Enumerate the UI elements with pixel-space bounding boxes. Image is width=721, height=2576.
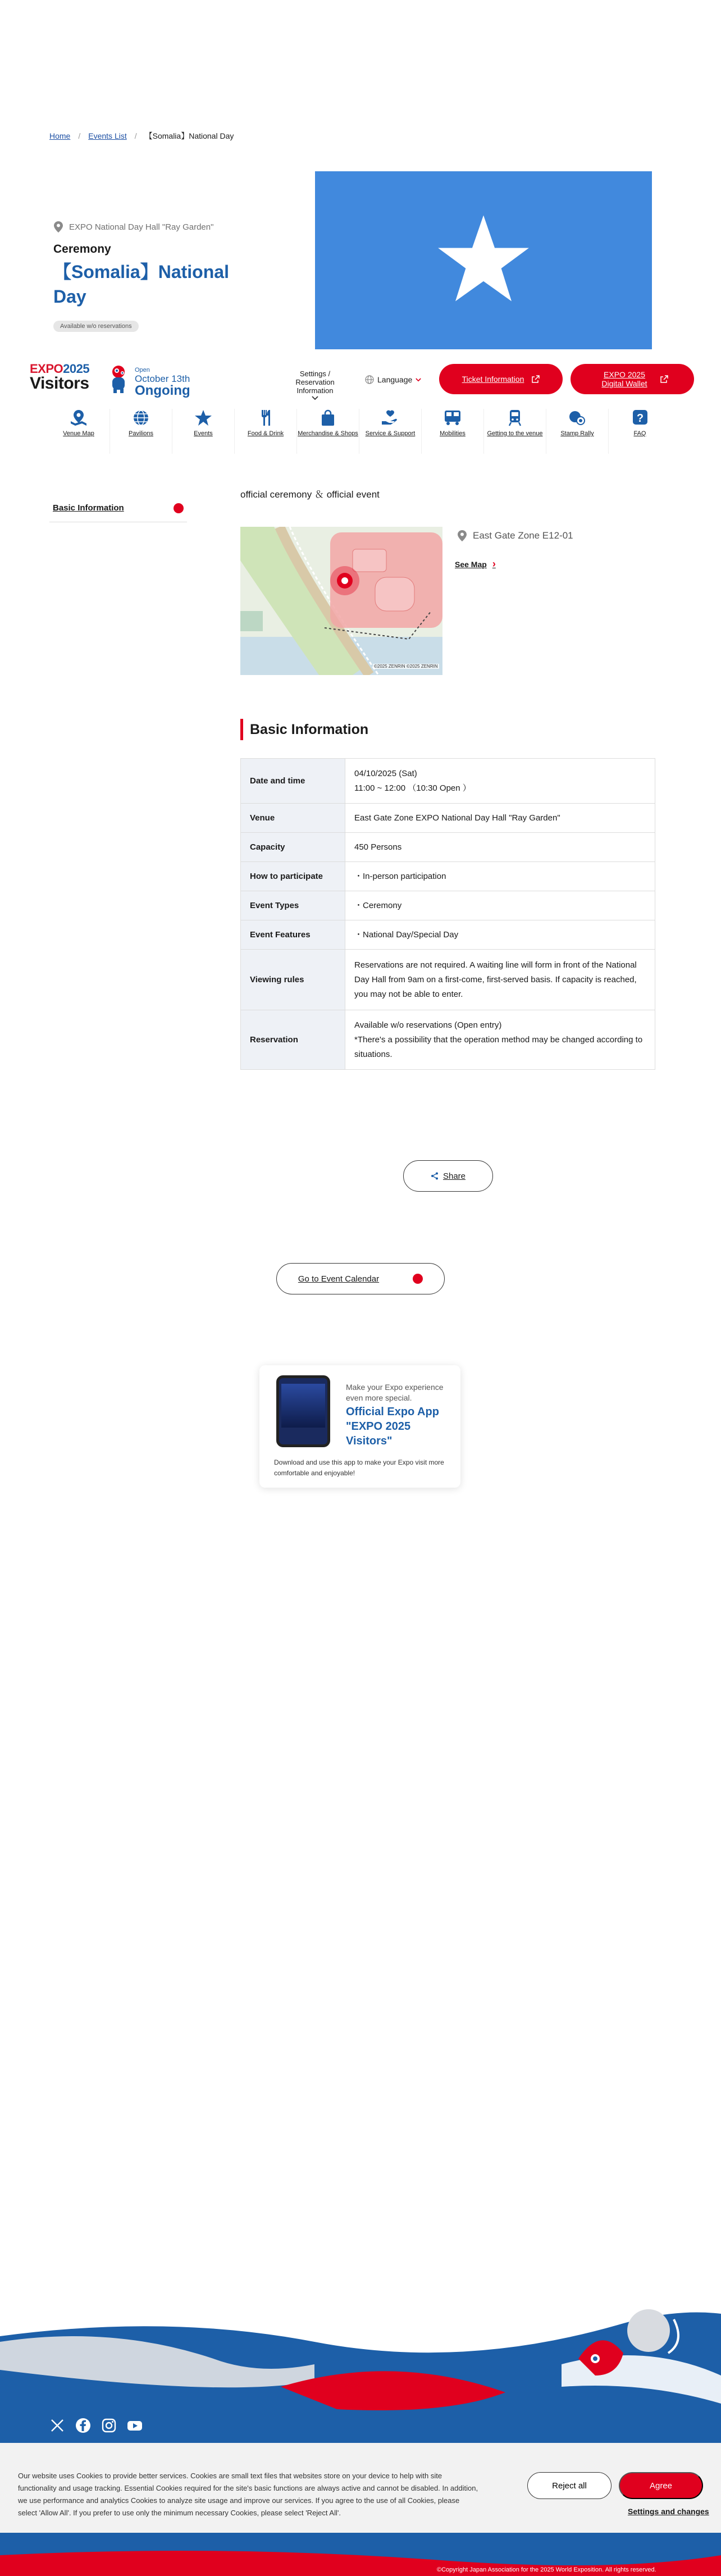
main-navigation bbox=[48, 409, 671, 454]
nav-label: Pavilions bbox=[128, 430, 154, 437]
facebook-icon[interactable] bbox=[75, 2418, 91, 2433]
nav-item-events[interactable] bbox=[172, 409, 235, 454]
row-value bbox=[345, 759, 655, 804]
page-title: 【Somalia】National Day bbox=[53, 262, 229, 307]
globe-icon bbox=[365, 375, 374, 384]
event-category: Ceremony bbox=[53, 243, 111, 256]
cookie-banner bbox=[0, 2443, 721, 2533]
logo-visitors-text: Visitors bbox=[30, 374, 89, 393]
cookie-settings-link[interactable]: Settings and changes bbox=[628, 2507, 709, 2516]
row-value bbox=[345, 920, 655, 950]
somalia-flag-image bbox=[315, 171, 652, 349]
globe-icon bbox=[131, 409, 151, 427]
venue-map-thumbnail[interactable] bbox=[240, 527, 442, 675]
section-title-basic-information: Basic Information bbox=[240, 719, 368, 740]
nav-label: Food & Drink bbox=[247, 430, 284, 437]
footer-wave-decoration bbox=[0, 2291, 721, 2576]
basic-information-table bbox=[240, 758, 655, 1070]
phone-mockup-image bbox=[276, 1375, 330, 1447]
table-row bbox=[241, 862, 655, 891]
youtube-icon[interactable] bbox=[127, 2418, 143, 2433]
calendar-label: Go to Event Calendar bbox=[298, 1274, 380, 1284]
settings-reservation-menu[interactable] bbox=[289, 370, 341, 400]
status-date: October 13th bbox=[135, 373, 190, 384]
map-location bbox=[457, 530, 573, 541]
breadcrumb-separator: / bbox=[78, 131, 81, 140]
svg-text:?: ? bbox=[636, 412, 644, 425]
white-star-icon bbox=[436, 213, 531, 309]
open-status bbox=[135, 367, 190, 398]
bullet-item: ・ In-person participation bbox=[354, 872, 446, 881]
nav-item-merchandise-shops[interactable] bbox=[297, 409, 359, 454]
row-value bbox=[345, 891, 655, 920]
external-link-icon bbox=[660, 375, 668, 383]
digital-wallet-button[interactable] bbox=[571, 364, 694, 394]
row-label: How to participate bbox=[241, 862, 345, 891]
location-pin-icon bbox=[457, 530, 467, 541]
breadcrumb-current: 【Somalia】National Day bbox=[144, 131, 234, 140]
row-value bbox=[345, 862, 655, 891]
nav-item-faq[interactable] bbox=[609, 409, 671, 454]
nav-label: Events bbox=[194, 430, 213, 437]
see-map-link[interactable] bbox=[455, 558, 496, 570]
map-credit: ©2025 ZENRIN ©2025 ZENRIN bbox=[374, 664, 438, 669]
hero-location-text: EXPO National Day Hall "Ray Garden" bbox=[69, 222, 214, 232]
event-tagline: official ceremony ＆ official event bbox=[240, 489, 380, 500]
breadcrumb-home-link[interactable]: Home bbox=[49, 131, 71, 140]
instagram-icon[interactable] bbox=[101, 2418, 117, 2433]
status-state: Ongoing bbox=[135, 383, 190, 399]
logo-year-text: 2025 bbox=[63, 362, 90, 376]
row-label: Venue bbox=[241, 804, 345, 833]
nav-item-food-drink[interactable] bbox=[235, 409, 297, 454]
sidebar-item-label: Basic Information bbox=[53, 503, 124, 513]
app-description: Download and use this app to make your Expo visit more comfortable and enjoyable! bbox=[274, 1458, 444, 1477]
table-row bbox=[241, 804, 655, 833]
breadcrumb-separator: / bbox=[134, 131, 137, 140]
language-label: Language bbox=[377, 375, 413, 384]
nav-label: Mobilities bbox=[440, 430, 466, 437]
table-row bbox=[241, 759, 655, 804]
date-value: 04/10/2025 (Sat) bbox=[354, 768, 417, 778]
stamp-icon bbox=[567, 409, 587, 427]
reservation-badge: Available w/o reservations bbox=[53, 321, 139, 332]
nav-label: Merchandise & Shops bbox=[298, 430, 358, 437]
expo-visitors-logo[interactable] bbox=[30, 363, 89, 392]
train-icon bbox=[505, 409, 525, 427]
share-button[interactable] bbox=[403, 1160, 493, 1192]
breadcrumb bbox=[49, 130, 234, 142]
nav-item-pavilions[interactable] bbox=[110, 409, 172, 454]
breadcrumb-events-link[interactable]: Events List bbox=[88, 131, 127, 140]
row-label: Date and time bbox=[241, 759, 345, 804]
row-value: 450 Persons bbox=[345, 833, 655, 862]
app-title: Official Expo App "EXPO 2025 Visitors" bbox=[346, 1406, 439, 1447]
nav-label: Venue Map bbox=[63, 430, 94, 437]
time-value: 11:00 ~ 12:00 （10:30 Open ） bbox=[354, 783, 471, 793]
myaku-myaku-mascot-icon bbox=[107, 364, 130, 393]
sidebar-item-basic-information[interactable] bbox=[49, 494, 187, 522]
ticket-information-button[interactable] bbox=[439, 364, 563, 394]
nav-label: FAQ bbox=[633, 430, 646, 437]
location-pin-icon bbox=[53, 221, 63, 232]
share-label: Share bbox=[442, 1171, 466, 1181]
row-label: Capacity bbox=[241, 833, 345, 862]
copyright-text: ©Copyright Japan Association for the 2025 World Exposition. All rights reserved. bbox=[437, 2566, 656, 2573]
agree-button[interactable]: Agree bbox=[619, 2472, 703, 2499]
nav-item-mobilities[interactable] bbox=[422, 409, 484, 454]
chevron-down-icon bbox=[312, 396, 318, 400]
language-selector[interactable] bbox=[365, 375, 421, 384]
hand-heart-icon bbox=[380, 409, 400, 427]
chevron-right-icon: › bbox=[492, 558, 496, 569]
table-row bbox=[241, 1010, 655, 1070]
event-calendar-button[interactable] bbox=[276, 1263, 445, 1294]
external-link-icon bbox=[532, 375, 540, 383]
wallet-button-label: EXPO 2025 Digital Wallet bbox=[601, 370, 647, 388]
star-icon bbox=[193, 409, 213, 427]
table-row bbox=[241, 950, 655, 1010]
row-label: Event Types bbox=[241, 891, 345, 920]
red-dot-icon bbox=[174, 503, 184, 513]
chevron-down-icon bbox=[416, 378, 421, 382]
shopping-bag-icon bbox=[318, 409, 338, 427]
app-subtitle: Make your Expo experience even more special. bbox=[346, 1383, 444, 1402]
nav-item-stamp-rally[interactable] bbox=[546, 409, 609, 454]
nav-label: Service & Support bbox=[365, 430, 416, 437]
nav-label: Stamp Rally bbox=[560, 430, 594, 437]
nav-item-getting-to-venue[interactable] bbox=[484, 409, 546, 454]
nav-item-service-support[interactable] bbox=[359, 409, 422, 454]
app-promo-card[interactable] bbox=[259, 1365, 460, 1488]
social-links bbox=[49, 2418, 143, 2433]
bullet-item: ・ National Day/Special Day bbox=[354, 930, 458, 940]
map-icon bbox=[69, 409, 89, 427]
settings-label: Settings / Reservation Information bbox=[295, 370, 335, 395]
red-dot-icon bbox=[413, 1274, 423, 1284]
table-row bbox=[241, 833, 655, 862]
row-label: Reservation bbox=[241, 1010, 345, 1070]
bus-icon bbox=[442, 409, 463, 427]
question-icon bbox=[630, 409, 650, 427]
utensils-icon bbox=[255, 409, 276, 427]
bullet-item: ・ Ceremony bbox=[354, 901, 401, 910]
ticket-button-label: Ticket Information bbox=[462, 375, 524, 384]
nav-label: Getting to the venue bbox=[487, 430, 543, 437]
logo-expo-text: EXPO bbox=[30, 362, 63, 376]
reservation-value: Available w/o reservations (Open entry) bbox=[354, 1020, 502, 1030]
map-illustration bbox=[240, 527, 442, 675]
share-icon bbox=[431, 1172, 439, 1180]
row-value: Reservations are not required. A waiting line will form in front of the National Day Hall from 9am on a first-come, first-served basis. If capacity is reached, you may not be able to enter. bbox=[345, 950, 655, 1010]
nav-item-venue-map[interactable] bbox=[48, 409, 110, 454]
reservation-note: *There's a possibility that the operation method may be changed according to situations. bbox=[354, 1034, 643, 1059]
row-value: East Gate Zone EXPO National Day Hall "Ray Garden" bbox=[345, 804, 655, 833]
status-label: Open bbox=[135, 367, 150, 373]
see-map-label: See Map bbox=[455, 559, 487, 569]
map-location-text: East Gate Zone E12-01 bbox=[473, 530, 573, 541]
reject-all-button[interactable]: Reject all bbox=[527, 2472, 612, 2499]
table-row bbox=[241, 920, 655, 950]
table-row bbox=[241, 891, 655, 920]
row-label: Event Features bbox=[241, 920, 345, 950]
row-value bbox=[345, 1010, 655, 1070]
hero-location bbox=[53, 221, 213, 232]
row-label: Viewing rules bbox=[241, 950, 345, 1010]
cookie-notice-text: Our website uses Cookies to provide better services. Cookies are small text files that websites store on your device to help with site functionality and usage tracking. Essential Cookies required for the site's basic functions are always active and cannot be disabled. In addition, we use performance and analytics Cookies to analyze site usage and improve our services. If you agree to the use of all Cookies, please select 'Allow All'. If you prefer to use only the minimum necessary Cookies, please select 'Reject All'. bbox=[18, 2472, 478, 2517]
x-twitter-icon[interactable] bbox=[49, 2418, 65, 2433]
